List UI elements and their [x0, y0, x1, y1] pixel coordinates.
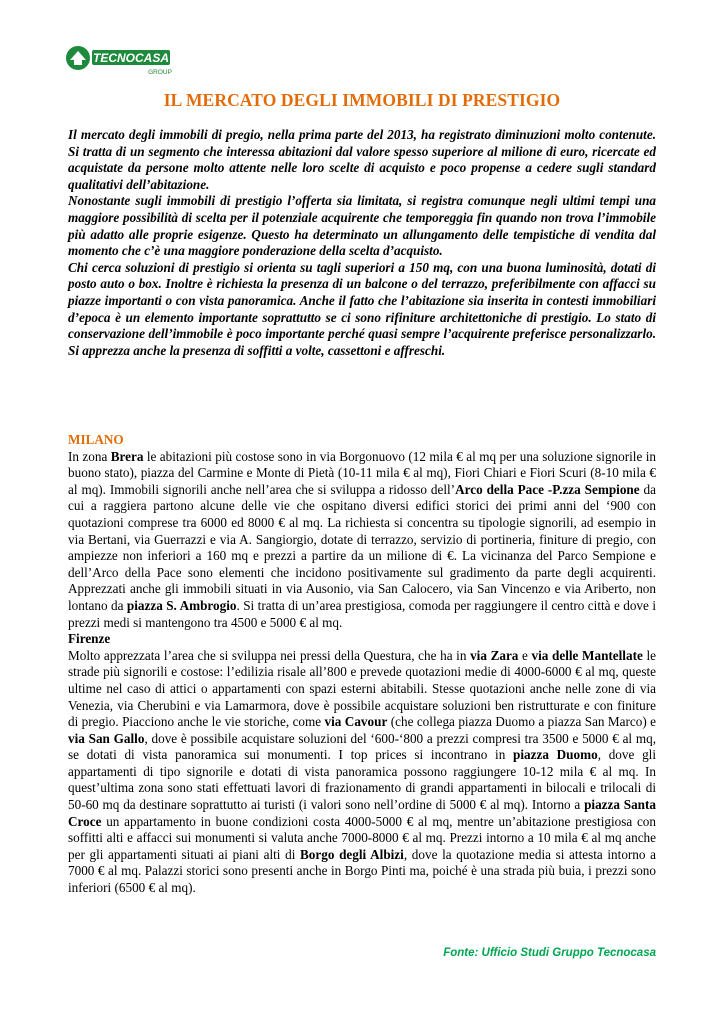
firenze-heading: Firenze — [68, 631, 111, 647]
bold-term: via delle Mantellate — [531, 647, 643, 663]
firenze-paragraph — [68, 648, 656, 897]
text-run: Molto apprezzata l’area che si sviluppa nei pressi della Questura, che ha in — [68, 647, 471, 663]
milano-paragraph — [68, 449, 656, 632]
bold-term: Borgo degli Albizi — [300, 846, 404, 862]
bold-term: piazza Duomo — [513, 747, 598, 763]
bold-term: via Zara — [470, 647, 519, 663]
text-run: In zona — [68, 448, 111, 464]
text-run: le abitazioni più costose sono in via Borgonuovo (12 mila € al mq per una soluzione signorile in buono stato), piazza del Carmine e Monte di Pietà (10-11 mila € al mq), Fiori Chiari e Fiori Scuri (8-10 mila € al mq). Immobili signorili anche nell’area che si sviluppa a ridosso dell’ — [68, 448, 656, 497]
text-run: le strade più signorili e costose: l’edilizia risale all’800 e prevede quotazioni medie di 4000-6000 € al mq, queste ultime nel caso di attici o appartamenti con spazi esterni abitabili. Stesse quotazioni anche nelle zone di via Venezia, via Cherubini e via Lamarmora, dove è possibile acquistare soluzioni ben ristrutturate e con finiture di pregio. Piacciono anche le vie storiche, come — [68, 647, 656, 730]
text-run: , dove è possibile acquistare soluzioni del ‘600-‘800 a prezzi compresi tra 3500 e 5000 € al mq, se dotati di vista panoramica sui monumenti. I top prices si incontrano in — [68, 730, 657, 763]
intro-paragraph-2: Nonostante sugli immobili di prestigio l’offerta sia limitata, si registra comunque negli ultimi tempi una maggiore possibilità di scelta per il potenziale acquirente che temporeggia fin quando non trova l’immobile più adatto alle proprie esigenze. Questo ha determinato un allungamento delle tempistiche di vendita dal momento che c’è una maggiore ponderazione della scelta d’acquisto. — [68, 193, 656, 259]
tecnocasa-logo-icon — [64, 38, 174, 78]
page-title: IL MERCATO DEGLI IMMOBILI DI PRESTIGIO — [163, 90, 561, 110]
bold-term: Brera — [110, 448, 144, 464]
text-run: e — [518, 647, 532, 663]
bold-term: Arco della Pace -P.zza Sempione — [455, 481, 640, 497]
logo-brand: TECNOCASA — [92, 51, 170, 65]
text-run: . Si tratta di un’area prestigiosa, comoda per raggiungere il centro città e dove i prezzi medi si mantengono tra 4500 e 5000 € al mq. — [68, 597, 656, 630]
milano-heading: MILANO — [68, 432, 124, 447]
source-note: Fonte: Ufficio Studi Gruppo Tecnocasa — [443, 947, 656, 959]
bold-term: piazza S. Ambrogio — [126, 597, 237, 613]
bold-term: via Cavour — [324, 714, 388, 730]
intro-section — [68, 127, 656, 359]
text-run: , dove la quotazione media si attesta intorno a 7000 € al mq. Palazzi storici sono presenti anche in Borgo Pinti ma, poiché è una strada più buia, i prezzi sono inferiori (6500 € al mq). — [68, 846, 656, 896]
text-run: da cui a raggiera partono alcune delle vie che ospitano diversi edifici storici dei primi anni del ‘900 con quotazioni comprese tra 6000 ed 8000 € al mq. La richiesta si concentra su tipologie signorili, ad esempio in via Bertani, via Guerrazzi e via A. Sangiorgio, dotate di terrazzo, servizio di portineria, finiture di pregio, con ampiezze non inferiori a 160 mq e prezzi a partire da un milione di €. La vicinanza del Parco Sempione e dell’Arco della Pace sono elementi che incidono positivamente sul gradimento da parte degli acquirenti. Apprezzati anche gli immobili situati in via Ausonio, via San Calocero, via San Vincenzo e via Ariberto, non lontano da — [68, 481, 656, 613]
text-run: (che collega piazza Duomo a piazza San Marco) e — [387, 714, 657, 730]
bold-term: piazza Santa Croce — [68, 797, 657, 829]
text-run: , dove gli appartamenti di tipo signorile e dotati di vista panoramica possono raggiungere 10-12 mila € al mq. In quest’ultima zona sono stati effettuati lavori di frazionamento di grandi appartamenti in bilocali e trilocali di 50-60 mq da destinare soprattutto ai turisti (i valori sono nell’ordine di 5000 € al mq). Intorno a — [68, 747, 656, 813]
bold-term: via San Gallo — [68, 730, 145, 746]
tecnocasa-logo — [64, 38, 174, 78]
intro-paragraph-3: Chi cerca soluzioni di prestigio si orienta su tagli superiori a 150 mq, con una buona luminosità, dotati di posto auto o box. Inoltre è richiesta la presenza di un balcone o del terrazzo, preferibilmente con affacci su piazze importanti o con vista panoramica. Anche il fatto che l’abitazione sia inserita in contesti immobiliari d’epoca è un elemento importante soprattutto se ci sono rifiniture architettoniche di prestigio. Lo stato di conservazione dell’immobile è poco importante perché quasi sempre l’acquirente preferisce personalizzarlo. Si apprezza anche la presenza di soffitti a volte, cassettoni e affreschi. — [68, 259, 656, 358]
logo-sub: GROUP — [148, 69, 172, 76]
body-section — [68, 432, 656, 897]
intro-paragraph-1: Il mercato degli immobili di pregio, nella prima parte del 2013, ha registrato diminuzioni molto contenute. Si tratta di un segmento che interessa abitazioni dal valore spesso superiore al milione di euro, ricercate ed acquistate da persone molto attente nelle loro scelte di acquisto e poco propense a cedere sugli standard qualitativi dell’abitazione. — [68, 127, 656, 192]
text-run: un appartamento in buone condizioni costa 4000-5000 € al mq, mentre un’abitazione prestigiosa con soffitti alti e affacci sui monumenti si valuta anche 7000-8000 € al mq. Prezzi intorno a 10 mila € al mq anche per gli appartamenti situati ai piani alti di — [68, 813, 656, 862]
